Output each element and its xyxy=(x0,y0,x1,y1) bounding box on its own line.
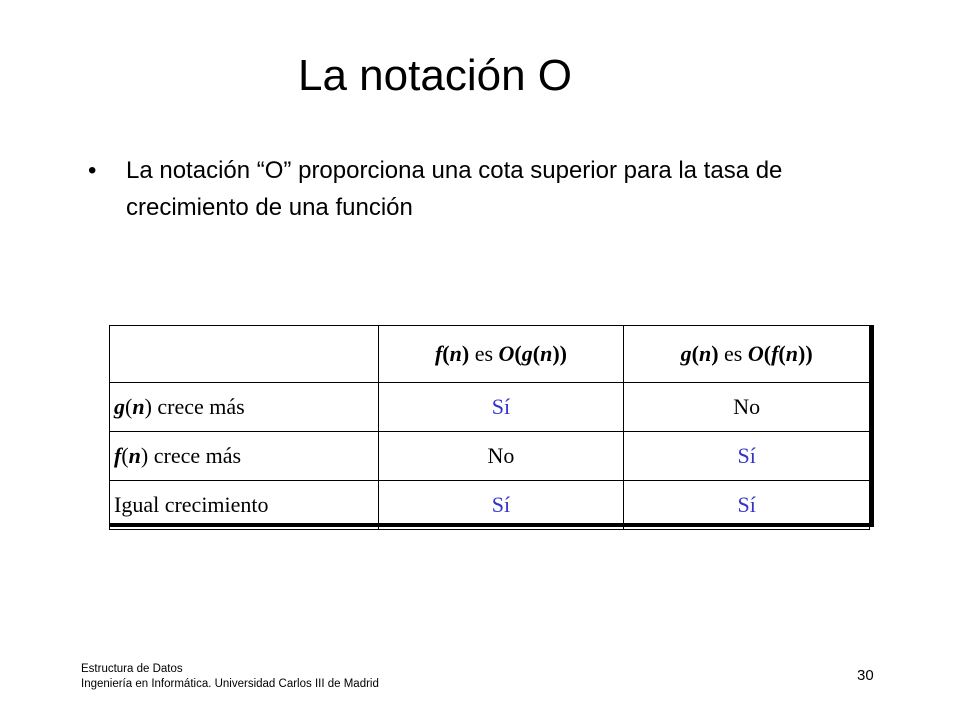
row-label: f(n) crece más xyxy=(110,432,379,481)
header-n-symbol: n xyxy=(540,341,553,366)
header-O-symbol: O xyxy=(747,341,764,366)
table-row xyxy=(110,481,870,530)
table-cell-value: Sí xyxy=(378,481,624,530)
page-number: 30 xyxy=(857,667,874,684)
header-O-symbol: O xyxy=(498,341,515,366)
bullet-dot-icon: • xyxy=(88,157,97,184)
row-fn-symbol: f xyxy=(114,443,122,468)
table-header-row xyxy=(110,326,870,383)
row-label: g(n) crece más xyxy=(110,383,379,432)
table-cell-value: No xyxy=(624,383,870,432)
header-fn-symbol: f xyxy=(434,341,443,366)
table-cell-value: Sí xyxy=(378,383,624,432)
slide-title: La notación O xyxy=(298,51,572,100)
bullet-text: La notación “O” proporciona una cota superior para la tasa de crecimiento de una función xyxy=(126,157,783,221)
row-n-symbol: n xyxy=(132,394,145,419)
bullet-item xyxy=(88,152,888,226)
row-fn-symbol: g xyxy=(114,394,125,419)
header-n-symbol: n xyxy=(449,341,462,366)
header-es-text: es xyxy=(724,341,743,366)
header-cell-g-es-O-f: g(n) es O(f(n)) xyxy=(624,326,870,383)
table-row xyxy=(110,383,870,432)
header-fn-symbol: g xyxy=(680,341,692,366)
row-label: Igual crecimiento xyxy=(110,481,379,530)
header-empty-cell xyxy=(110,326,379,383)
header-fn-symbol: g xyxy=(521,341,533,366)
comparison-table xyxy=(109,325,874,527)
header-n-symbol: n xyxy=(698,341,712,366)
header-cell-f-es-O-g: f(n) es O(g(n)) xyxy=(378,326,624,383)
row-label-text: crece más xyxy=(157,394,245,419)
table-cell-value: Sí xyxy=(624,481,870,530)
header-n-symbol: n xyxy=(785,341,798,366)
table-row xyxy=(110,432,870,481)
footer-course: Estructura de Datos xyxy=(81,663,183,675)
table-cell-value: Sí xyxy=(624,432,870,481)
footer-institution: Ingeniería en Informática. Universidad Carlos III de Madrid xyxy=(81,678,379,690)
slide-footer xyxy=(81,662,379,692)
header-es-text: es xyxy=(474,341,494,366)
row-label-text: crece más xyxy=(153,443,242,468)
header-fn-symbol: f xyxy=(771,341,779,366)
row-n-symbol: n xyxy=(128,443,141,468)
table-cell-value: No xyxy=(378,432,624,481)
